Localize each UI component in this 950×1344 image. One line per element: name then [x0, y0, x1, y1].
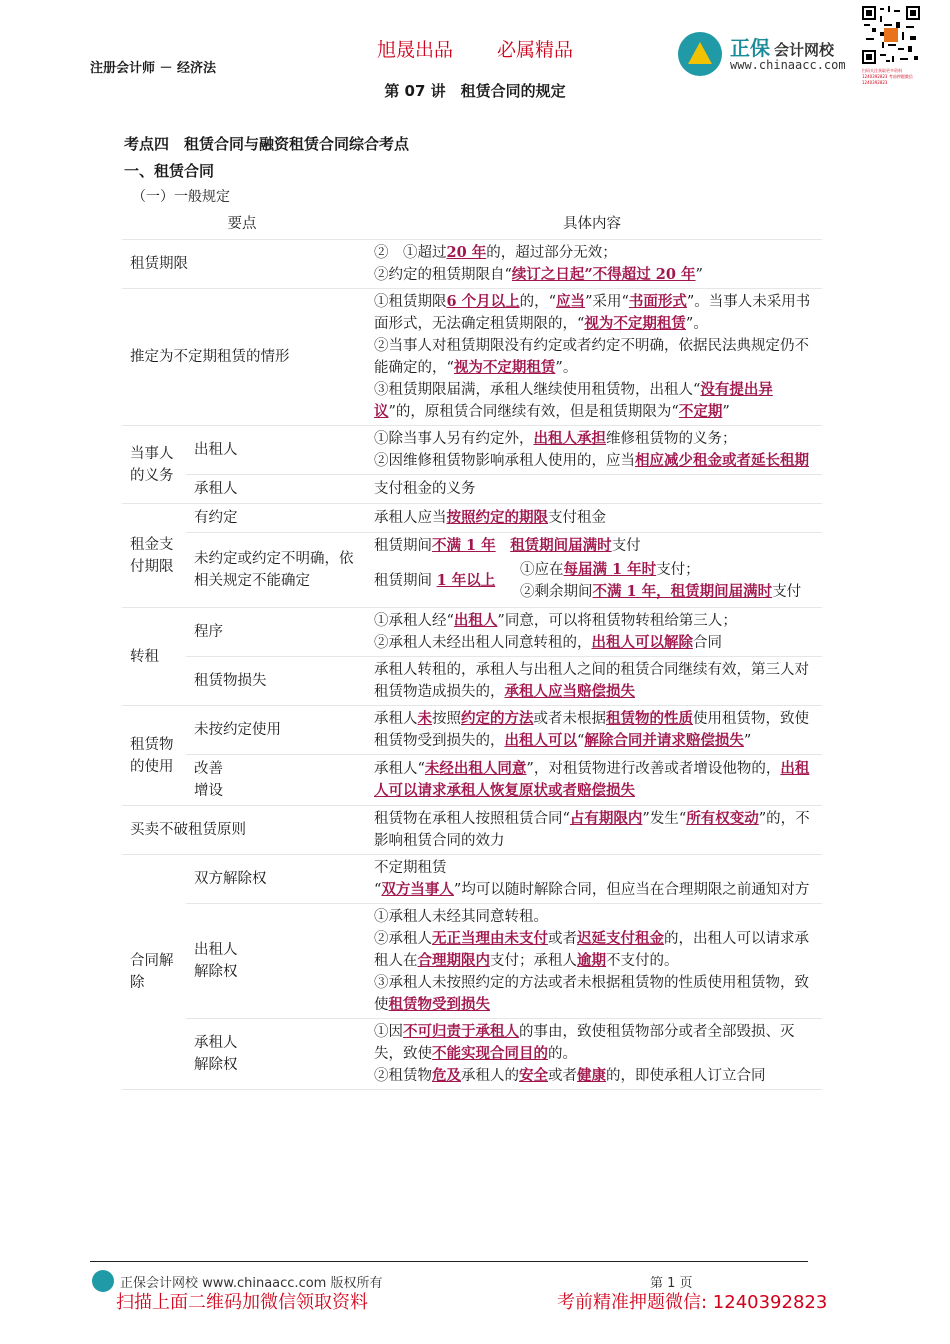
table-row — [122, 426, 822, 475]
qr-note: 扫码关注获取更多资料 1240392823 考前押题微信 1240392823 — [862, 68, 913, 85]
row-content: ①租赁期限6 个月以上的，“应当”采用“书面形式”。当事人未采用书面形式，无法确定租赁期限的，“视为不定期租赁”。 ②当事人对租赁期限没有约定或者约定不明确，依据民法典规定仍不能确定的，“视为不定期租赁”。 ③租赁期限届满，承租人继续使用租赁物，出租人“没有提出异议”的，原租赁合同继续有效，但是租赁期限为“不定期” — [362, 289, 822, 426]
row-content: ①承租人未经其同意转租。 ②承租人无正当理由未支付或者迟延支付租金的，出租人可以请求承租人在合理期限内支付；承租人逾期不支付的。 ③承租人未按照约定的方法或者未根据租赁物的性质使用租赁物，致使租赁物受到损失 — [362, 904, 822, 1019]
table-row — [122, 657, 822, 706]
row-subkey: 有约定 — [186, 504, 362, 533]
slogan-left: 旭晟出品 — [377, 39, 454, 61]
row-content: 承租人转租的，承租人与出租人之间的租赁合同继续有效，第三人对租赁物造成损失的，承租人应当赔偿损失 — [362, 657, 822, 706]
table-row — [122, 289, 822, 426]
chinaacc-logo[interactable] — [678, 30, 858, 78]
header-key: 要点 — [122, 210, 362, 240]
footer-copyright: 正保会计网校 www.chinaacc.com 版权所有 — [120, 1276, 383, 1291]
row-key: 合同解除 — [122, 855, 186, 1090]
row-key: 买卖不破租赁原则 — [122, 806, 362, 855]
row-key: 推定为不定期租赁的情形 — [122, 289, 362, 426]
page-number: 第 1 页 — [650, 1276, 693, 1291]
footer-divider — [90, 1261, 808, 1262]
logo-sub: 会计网校 — [774, 41, 835, 59]
row-content: 承租人“未经出租人同意”，对租赁物进行改善或者增设他物的，出租人可以请求承租人恢复原状或者赔偿损失 — [362, 755, 822, 806]
row-subkey: 承租人 解除权 — [186, 1019, 362, 1090]
nested-row: 租赁期间不满 1 年 租赁期间届满时支付 — [374, 537, 641, 554]
table-row — [122, 533, 822, 608]
section-title: 考点四 租赁合同与融资租赁合同综合考点 — [124, 135, 410, 153]
table-row — [122, 904, 822, 1019]
row-subkey: 改善 增设 — [186, 755, 362, 806]
logo-url: www.chinaacc.com — [730, 58, 846, 72]
row-subkey: 承租人 — [186, 475, 362, 504]
promo-right: 考前精准押题微信: 1240392823 — [557, 1292, 828, 1313]
row-key: 租赁期限 — [122, 240, 362, 289]
row-content: 租赁物在承租人按照租赁合同“占有期限内”发生“所有权变动”的，不影响租赁合同的效力 — [362, 806, 822, 855]
row-content: 不定期租赁 “双方当事人”均可以随时解除合同，但应当在合理期限之前通知对方 — [362, 855, 822, 904]
row-key: 租金支付期限 — [122, 504, 186, 608]
logo-emblem-icon — [678, 32, 722, 76]
slogan-right: 必属精品 — [497, 39, 574, 61]
nested-table — [374, 535, 822, 605]
row-content — [362, 533, 822, 608]
table-row — [122, 755, 822, 806]
row-content: 支付租金的义务 — [362, 475, 822, 504]
lease-rules-table — [122, 210, 822, 1090]
subsection-title: 一、租赁合同 — [124, 162, 215, 180]
footer-logo-icon — [92, 1270, 114, 1292]
nested-row: 租赁期间 1 年以上 ①应在每届满 1 年时支付； ②剩余期间不满 1 年，租赁期间届满时支付 — [374, 561, 802, 600]
row-subkey: 租赁物损失 — [186, 657, 362, 706]
table-row — [122, 608, 822, 657]
row-subkey: 双方解除权 — [186, 855, 362, 904]
subsubsection-title: （一）一般规定 — [132, 189, 230, 205]
table-row — [122, 240, 822, 289]
logo-name: 正保 — [730, 36, 770, 60]
row-key: 租赁物的使用 — [122, 706, 186, 806]
table-header — [122, 210, 822, 240]
promo-left: 扫描上面二维码加微信领取资料 — [116, 1292, 368, 1313]
row-content: 承租人应当按照约定的期限支付租金 — [362, 504, 822, 533]
table-row — [122, 504, 822, 533]
row-key: 转租 — [122, 608, 186, 706]
lecture-title: 第 07 讲 租赁合同的规定 — [384, 82, 566, 100]
row-subkey: 出租人 解除权 — [186, 904, 362, 1019]
row-subkey: 出租人 — [186, 426, 362, 475]
table-row — [122, 475, 822, 504]
row-content: ①因不可归责于承租人的事由，致使租赁物部分或者全部毁损、灭失，致使不能实现合同目的的。 ②租赁物危及承租人的安全或者健康的，即使承租人订立合同 — [362, 1019, 822, 1090]
table-row — [122, 806, 822, 855]
row-content: ② ①超过20 年的，超过部分无效； ②约定的租赁期限自“续订之日起”不得超过 20 年” — [362, 240, 822, 289]
row-key: 当事人的义务 — [122, 426, 186, 504]
qr-code-icon — [862, 6, 920, 64]
row-content: ①除当事人另有约定外，出租人承担维修租赁物的义务； ②因维修租赁物影响承租人使用的，应当相应减少租金或者延长租期 — [362, 426, 822, 475]
table-row — [122, 855, 822, 904]
header-content: 具体内容 — [362, 210, 822, 240]
row-subkey: 未按约定使用 — [186, 706, 362, 755]
table-row — [122, 706, 822, 755]
qr-block[interactable] — [862, 6, 920, 90]
table-row — [122, 1019, 822, 1090]
row-subkey: 程序 — [186, 608, 362, 657]
course-title: 注册会计师 － 经济法 — [90, 61, 217, 76]
row-content: ①承租人经“出租人”同意，可以将租赁物转租给第三人； ②承租人未经出租人同意转租的，出租人可以解除合同 — [362, 608, 822, 657]
row-content: 承租人未按照约定的方法或者未根据租赁物的性质使用租赁物，致使租赁物受到损失的，出租人可以“解除合同并请求赔偿损失” — [362, 706, 822, 755]
row-subkey: 未约定或约定不明确，依相关规定不能确定 — [186, 533, 362, 608]
